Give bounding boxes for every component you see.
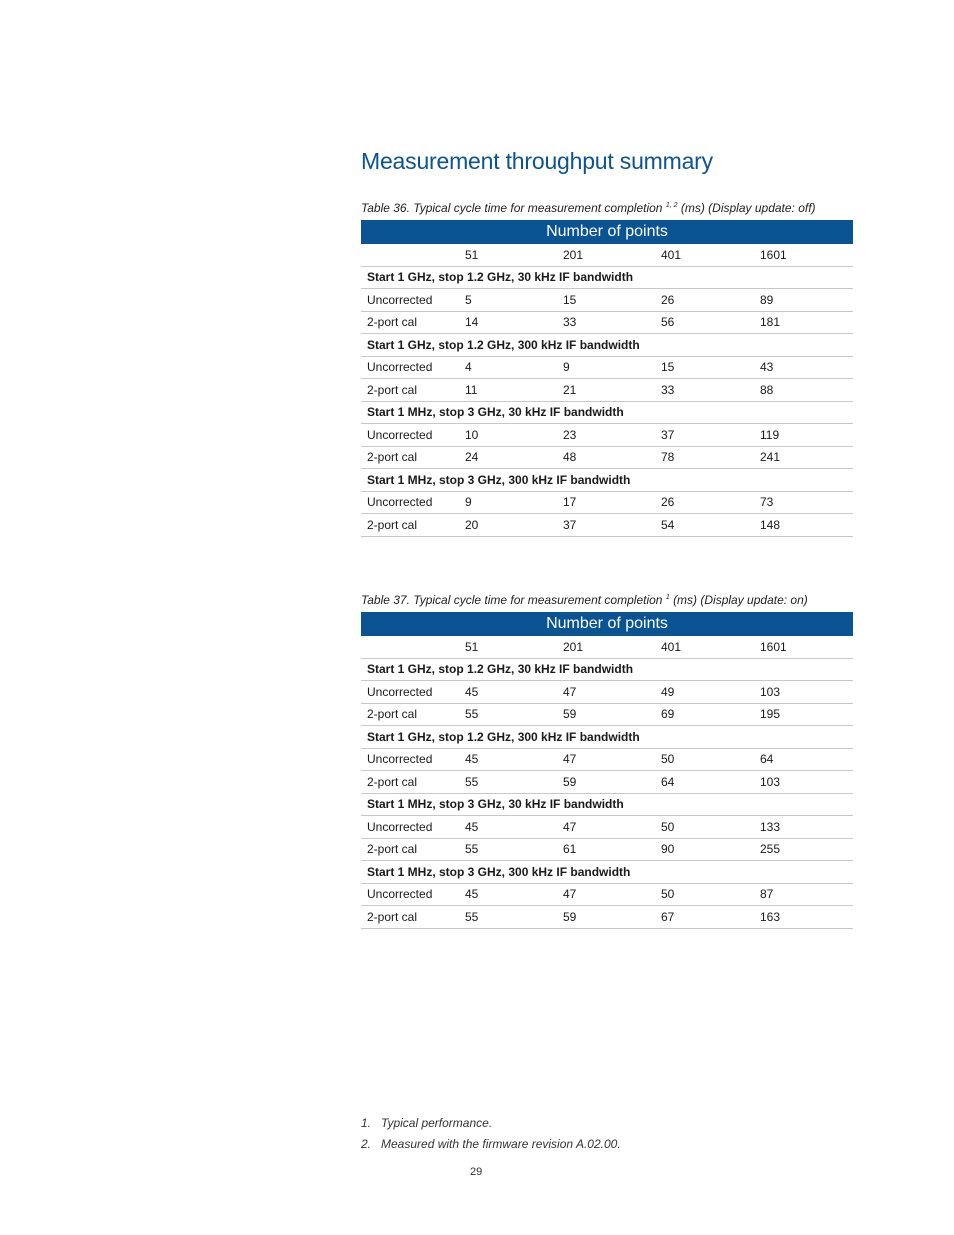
- column-header-row: [361, 636, 853, 658]
- table-row: [361, 491, 853, 514]
- row-label: Uncorrected: [361, 424, 459, 447]
- column-header-row: [361, 244, 853, 266]
- table-row: [361, 681, 853, 704]
- cell-value: 67: [655, 906, 754, 929]
- cell-value: 59: [557, 906, 655, 929]
- group-heading: Start 1 GHz, stop 1.2 GHz, 300 kHz IF bandwidth: [361, 334, 853, 357]
- cell-value: 181: [754, 311, 853, 334]
- table-row: [361, 748, 853, 771]
- cell-value: 89: [754, 289, 853, 312]
- cell-value: 48: [557, 446, 655, 469]
- cell-value: 90: [655, 838, 754, 861]
- cell-value: 45: [459, 748, 557, 771]
- cell-value: 4: [459, 356, 557, 379]
- cell-value: 9: [557, 356, 655, 379]
- group-heading: Start 1 MHz, stop 3 GHz, 30 kHz IF bandwidth: [361, 793, 853, 816]
- column-header: [361, 244, 459, 266]
- group-heading-row: [361, 401, 853, 424]
- cell-value: 88: [754, 379, 853, 402]
- group-heading-row: [361, 266, 853, 289]
- group-heading-row: [361, 658, 853, 681]
- cell-value: 133: [754, 816, 853, 839]
- caption-suffix: (ms) (Display update: on): [673, 593, 808, 607]
- cell-value: 47: [557, 681, 655, 704]
- group-heading: Start 1 GHz, stop 1.2 GHz, 30 kHz IF bandwidth: [361, 266, 853, 289]
- row-label: 2-port cal: [361, 906, 459, 929]
- cell-value: 47: [557, 883, 655, 906]
- cell-value: 14: [459, 311, 557, 334]
- column-header: 201: [557, 244, 655, 266]
- group-heading: Start 1 MHz, stop 3 GHz, 30 kHz IF bandwidth: [361, 401, 853, 424]
- row-label: 2-port cal: [361, 446, 459, 469]
- row-label: Uncorrected: [361, 491, 459, 514]
- table-row: [361, 514, 853, 537]
- cell-value: 55: [459, 771, 557, 794]
- footnotes: [361, 1116, 621, 1158]
- cell-value: 64: [754, 748, 853, 771]
- column-header: 401: [655, 636, 754, 658]
- caption-footnote-ref: 1, 2: [665, 202, 678, 209]
- table-36: [361, 220, 853, 537]
- footnote-text: Typical performance.: [381, 1116, 493, 1130]
- row-label: 2-port cal: [361, 514, 459, 537]
- row-label: Uncorrected: [361, 681, 459, 704]
- cell-value: 59: [557, 771, 655, 794]
- column-header: 401: [655, 244, 754, 266]
- caption-text: Table 36. Typical cycle time for measurement completion: [361, 201, 663, 215]
- header-band: [361, 612, 853, 636]
- group-heading-row: [361, 334, 853, 357]
- cell-value: 45: [459, 816, 557, 839]
- cell-value: 21: [557, 379, 655, 402]
- cell-value: 119: [754, 424, 853, 447]
- cell-value: 37: [557, 514, 655, 537]
- cell-value: 50: [655, 748, 754, 771]
- header-band: [361, 220, 853, 244]
- cell-value: 69: [655, 703, 754, 726]
- table-row: [361, 838, 853, 861]
- column-header: 1601: [754, 244, 853, 266]
- row-label: 2-port cal: [361, 771, 459, 794]
- cell-value: 11: [459, 379, 557, 402]
- row-label: Uncorrected: [361, 816, 459, 839]
- table-37-caption: [361, 593, 808, 607]
- group-heading: Start 1 GHz, stop 1.2 GHz, 300 kHz IF bandwidth: [361, 726, 853, 749]
- table-row: [361, 424, 853, 447]
- table-row: [361, 289, 853, 312]
- column-header: 1601: [754, 636, 853, 658]
- footnote-text: Measured with the firmware revision A.02.00.: [381, 1137, 621, 1151]
- cell-value: 9: [459, 491, 557, 514]
- cell-value: 103: [754, 771, 853, 794]
- cell-value: 64: [655, 771, 754, 794]
- cell-value: 55: [459, 906, 557, 929]
- cell-value: 195: [754, 703, 853, 726]
- cell-value: 33: [655, 379, 754, 402]
- footnote-number: 1.: [361, 1116, 372, 1130]
- table-row: [361, 883, 853, 906]
- group-heading-row: [361, 861, 853, 884]
- cell-value: 50: [655, 883, 754, 906]
- cell-value: 43: [754, 356, 853, 379]
- cell-value: 26: [655, 491, 754, 514]
- table-row: [361, 311, 853, 334]
- row-label: 2-port cal: [361, 838, 459, 861]
- column-header: 201: [557, 636, 655, 658]
- cell-value: 148: [754, 514, 853, 537]
- footnote: [361, 1137, 621, 1158]
- cell-value: 49: [655, 681, 754, 704]
- group-heading: Start 1 MHz, stop 3 GHz, 300 kHz IF bandwidth: [361, 469, 853, 492]
- cell-value: 87: [754, 883, 853, 906]
- column-header: 51: [459, 244, 557, 266]
- table-row: [361, 703, 853, 726]
- cell-value: 33: [557, 311, 655, 334]
- cell-value: 20: [459, 514, 557, 537]
- cell-value: 163: [754, 906, 853, 929]
- footnote-number: 2.: [361, 1137, 372, 1151]
- row-label: 2-port cal: [361, 311, 459, 334]
- cell-value: 17: [557, 491, 655, 514]
- table-row: [361, 906, 853, 929]
- row-label: 2-port cal: [361, 379, 459, 402]
- column-header: 51: [459, 636, 557, 658]
- cell-value: 15: [655, 356, 754, 379]
- cell-value: 26: [655, 289, 754, 312]
- table-row: [361, 356, 853, 379]
- table-row: [361, 771, 853, 794]
- row-label: Uncorrected: [361, 356, 459, 379]
- cell-value: 255: [754, 838, 853, 861]
- cell-value: 5: [459, 289, 557, 312]
- table-row: [361, 816, 853, 839]
- cell-value: 59: [557, 703, 655, 726]
- cell-value: 73: [754, 491, 853, 514]
- cell-value: 47: [557, 816, 655, 839]
- cell-value: 55: [459, 838, 557, 861]
- group-heading: Start 1 MHz, stop 3 GHz, 300 kHz IF bandwidth: [361, 861, 853, 884]
- cell-value: 15: [557, 289, 655, 312]
- cell-value: 10: [459, 424, 557, 447]
- cell-value: 50: [655, 816, 754, 839]
- cell-value: 45: [459, 883, 557, 906]
- band-label: Number of points: [361, 220, 853, 244]
- cell-value: 55: [459, 703, 557, 726]
- row-label: Uncorrected: [361, 748, 459, 771]
- cell-value: 103: [754, 681, 853, 704]
- page-title: Measurement throughput summary: [361, 148, 713, 174]
- cell-value: 47: [557, 748, 655, 771]
- cell-value: 24: [459, 446, 557, 469]
- cell-value: 37: [655, 424, 754, 447]
- cell-value: 54: [655, 514, 754, 537]
- cell-value: 241: [754, 446, 853, 469]
- cell-value: 45: [459, 681, 557, 704]
- table-37: [361, 612, 853, 929]
- row-label: Uncorrected: [361, 289, 459, 312]
- row-label: Uncorrected: [361, 883, 459, 906]
- cell-value: 61: [557, 838, 655, 861]
- cell-value: 56: [655, 311, 754, 334]
- group-heading-row: [361, 726, 853, 749]
- caption-footnote-ref: 1: [665, 594, 670, 601]
- cell-value: 78: [655, 446, 754, 469]
- cell-value: 23: [557, 424, 655, 447]
- page-number: 29: [470, 1166, 483, 1178]
- table-row: [361, 446, 853, 469]
- caption-text: Table 37. Typical cycle time for measurement completion: [361, 593, 663, 607]
- group-heading-row: [361, 469, 853, 492]
- row-label: 2-port cal: [361, 703, 459, 726]
- table-36-caption: [361, 201, 816, 215]
- footnote: [361, 1116, 621, 1137]
- caption-suffix: (ms) (Display update: off): [680, 201, 816, 215]
- group-heading: Start 1 GHz, stop 1.2 GHz, 30 kHz IF bandwidth: [361, 658, 853, 681]
- group-heading-row: [361, 793, 853, 816]
- table-row: [361, 379, 853, 402]
- column-header: [361, 636, 459, 658]
- band-label: Number of points: [361, 612, 853, 636]
